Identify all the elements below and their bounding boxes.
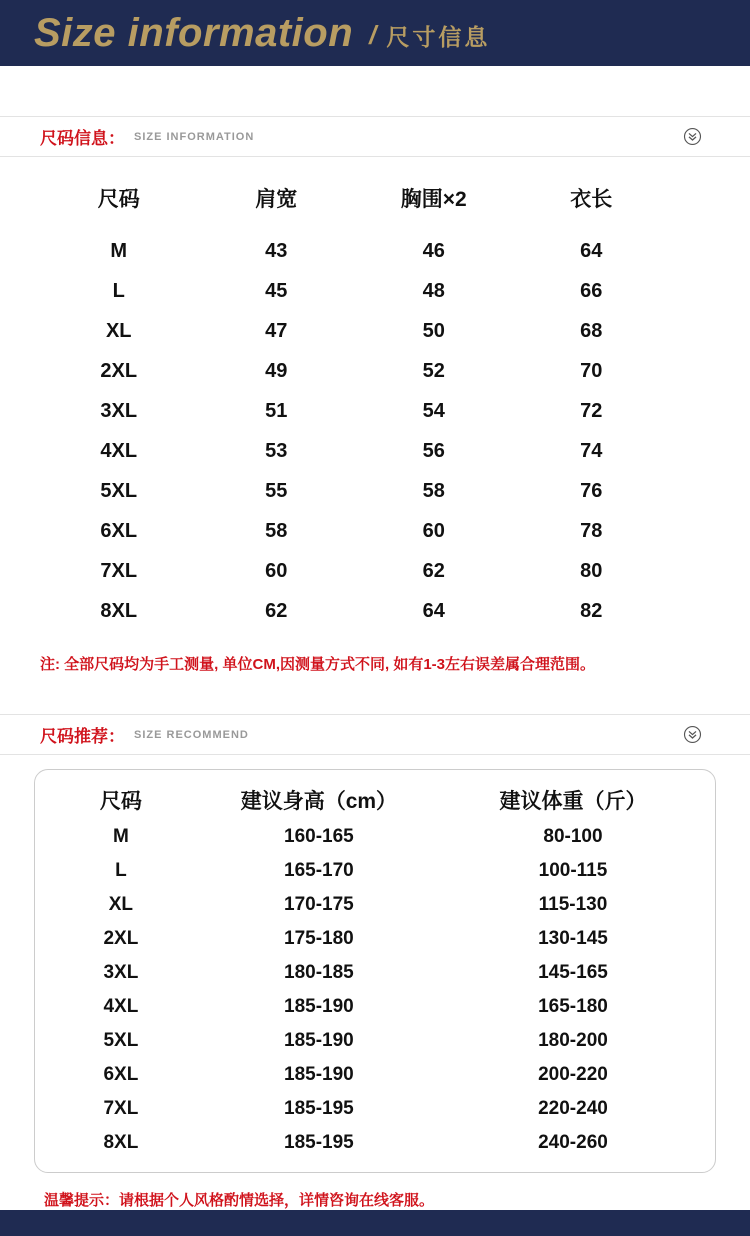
table-cell: 64 xyxy=(422,599,445,622)
table-cell: 3XL xyxy=(103,962,139,983)
table-cell: M xyxy=(112,826,129,847)
recommend-table xyxy=(45,782,705,1160)
table-cell: 70 xyxy=(580,359,603,382)
size-table-header-row xyxy=(40,175,670,221)
table-cell: 66 xyxy=(580,279,603,302)
table-cell: XL xyxy=(108,894,134,915)
table-cell: 200-220 xyxy=(538,1064,608,1085)
chevron-down-circle-icon[interactable] xyxy=(683,725,702,744)
table-cell: 52 xyxy=(422,359,445,382)
table-cell: 2XL xyxy=(103,928,139,949)
table-cell: 180-200 xyxy=(538,1030,608,1051)
recommend-table-body xyxy=(45,820,705,1160)
table-row xyxy=(40,511,670,551)
banner-title-en: Size information xyxy=(34,10,354,55)
table-cell: 72 xyxy=(580,399,603,422)
table-cell: M xyxy=(110,239,128,262)
table-cell: 62 xyxy=(265,599,288,622)
table-cell: 60 xyxy=(265,559,288,582)
table-header-cell: 尺码 xyxy=(99,790,142,813)
table-row xyxy=(45,1126,705,1160)
chevron-down-circle-icon[interactable] xyxy=(683,127,702,146)
top-banner xyxy=(0,0,750,66)
table-cell: 145-165 xyxy=(538,962,608,983)
table-row xyxy=(45,854,705,888)
table-cell: 48 xyxy=(422,279,445,302)
table-row xyxy=(45,820,705,854)
table-cell: 62 xyxy=(422,559,445,582)
table-cell: 54 xyxy=(422,399,445,422)
table-cell: 55 xyxy=(265,479,288,502)
table-cell: 80-100 xyxy=(543,826,603,847)
size-info-section xyxy=(0,116,750,674)
table-cell: 160-165 xyxy=(284,826,354,847)
size-info-section-header xyxy=(0,116,750,157)
banner-title-zh: 尺寸信息 xyxy=(386,23,491,50)
table-row xyxy=(45,922,705,956)
table-cell: 45 xyxy=(265,279,288,302)
table-row xyxy=(40,551,670,591)
table-cell: XL xyxy=(105,319,132,342)
table-cell: 80 xyxy=(580,559,603,582)
section-title-en: SIZE INFORMATION xyxy=(134,130,255,143)
table-cell: 6XL xyxy=(100,519,138,542)
table-cell: 53 xyxy=(265,439,288,462)
table-cell: 47 xyxy=(265,319,288,342)
table-cell: 82 xyxy=(580,599,603,622)
table-cell: 180-185 xyxy=(284,962,354,983)
recommend-table-box xyxy=(34,769,716,1173)
table-header-cell: 肩宽 xyxy=(255,188,298,211)
table-cell: 4XL xyxy=(103,996,139,1017)
table-row xyxy=(45,888,705,922)
table-header-cell: 胸围×2 xyxy=(400,188,467,211)
table-cell: 43 xyxy=(265,239,288,262)
table-cell: 2XL xyxy=(100,359,138,382)
table-cell: 56 xyxy=(422,439,445,462)
table-cell: 76 xyxy=(580,479,603,502)
table-cell: 175-180 xyxy=(284,928,354,949)
size-table xyxy=(40,175,670,631)
measurement-note: 注: 全部尺码均为手工测量, 单位CM,因测量方式不同, 如有1-3左右误差属合理范围。 xyxy=(40,656,596,673)
table-cell: 58 xyxy=(422,479,445,502)
size-table-body xyxy=(40,231,670,631)
section-title-zh: 尺码推荐： xyxy=(40,727,125,746)
table-row xyxy=(45,990,705,1024)
table-cell: 4XL xyxy=(100,439,138,462)
table-row xyxy=(45,1024,705,1058)
table-header-cell: 尺码 xyxy=(97,188,140,211)
bottom-bar xyxy=(0,1210,750,1236)
table-row xyxy=(40,311,670,351)
section-title-en: SIZE RECOMMEND xyxy=(134,728,249,741)
table-cell: 64 xyxy=(580,239,603,262)
size-recommend-section-header xyxy=(0,714,750,755)
recommend-note: 温馨提示：请根据个人风格酌情选择，详情咨询在线客服。 xyxy=(44,1192,435,1209)
table-cell: 170-175 xyxy=(284,894,354,915)
table-header-cell: 建议身高（cm） xyxy=(240,790,398,813)
table-row xyxy=(45,1058,705,1092)
table-cell: 115-130 xyxy=(538,894,608,915)
table-cell: 8XL xyxy=(100,599,138,622)
table-cell: 68 xyxy=(580,319,603,342)
table-row xyxy=(40,351,670,391)
banner-separator: / xyxy=(369,19,377,50)
table-row xyxy=(40,591,670,631)
table-cell: 5XL xyxy=(100,479,138,502)
table-header-cell: 建议体重（斤） xyxy=(499,790,647,813)
table-cell: 78 xyxy=(580,519,603,542)
table-cell: 3XL xyxy=(100,399,138,422)
table-cell: 74 xyxy=(580,439,603,462)
table-row xyxy=(45,1092,705,1126)
table-row xyxy=(40,471,670,511)
table-row xyxy=(40,431,670,471)
table-cell: 8XL xyxy=(103,1132,139,1153)
table-cell: 185-190 xyxy=(284,996,354,1017)
table-cell: 130-145 xyxy=(538,928,608,949)
table-row xyxy=(40,271,670,311)
table-cell: 5XL xyxy=(103,1030,139,1051)
table-cell: 185-190 xyxy=(284,1030,354,1051)
table-cell: L xyxy=(112,279,125,302)
table-cell: 100-115 xyxy=(538,860,608,881)
table-row xyxy=(40,231,670,271)
table-cell: 240-260 xyxy=(538,1132,608,1153)
table-cell: 6XL xyxy=(103,1064,139,1085)
table-cell: 58 xyxy=(265,519,288,542)
table-cell: 60 xyxy=(422,519,445,542)
table-cell: 165-180 xyxy=(538,996,608,1017)
table-row xyxy=(45,956,705,990)
table-cell: 185-190 xyxy=(284,1064,354,1085)
table-cell: 165-170 xyxy=(284,860,354,881)
table-cell: 185-195 xyxy=(284,1132,354,1153)
table-row xyxy=(40,391,670,431)
table-cell: L xyxy=(115,860,127,881)
recommend-table-header-row xyxy=(45,782,705,818)
table-cell: 46 xyxy=(422,239,445,262)
table-cell: 51 xyxy=(265,399,288,422)
table-cell: 7XL xyxy=(100,559,138,582)
table-cell: 7XL xyxy=(103,1098,139,1119)
section-title-zh: 尺码信息： xyxy=(40,129,125,148)
size-recommend-section xyxy=(0,714,750,1210)
table-cell: 220-240 xyxy=(538,1098,608,1119)
table-cell: 49 xyxy=(265,359,288,382)
table-cell: 50 xyxy=(422,319,445,342)
table-header-cell: 衣长 xyxy=(570,188,613,211)
table-cell: 185-195 xyxy=(284,1098,354,1119)
